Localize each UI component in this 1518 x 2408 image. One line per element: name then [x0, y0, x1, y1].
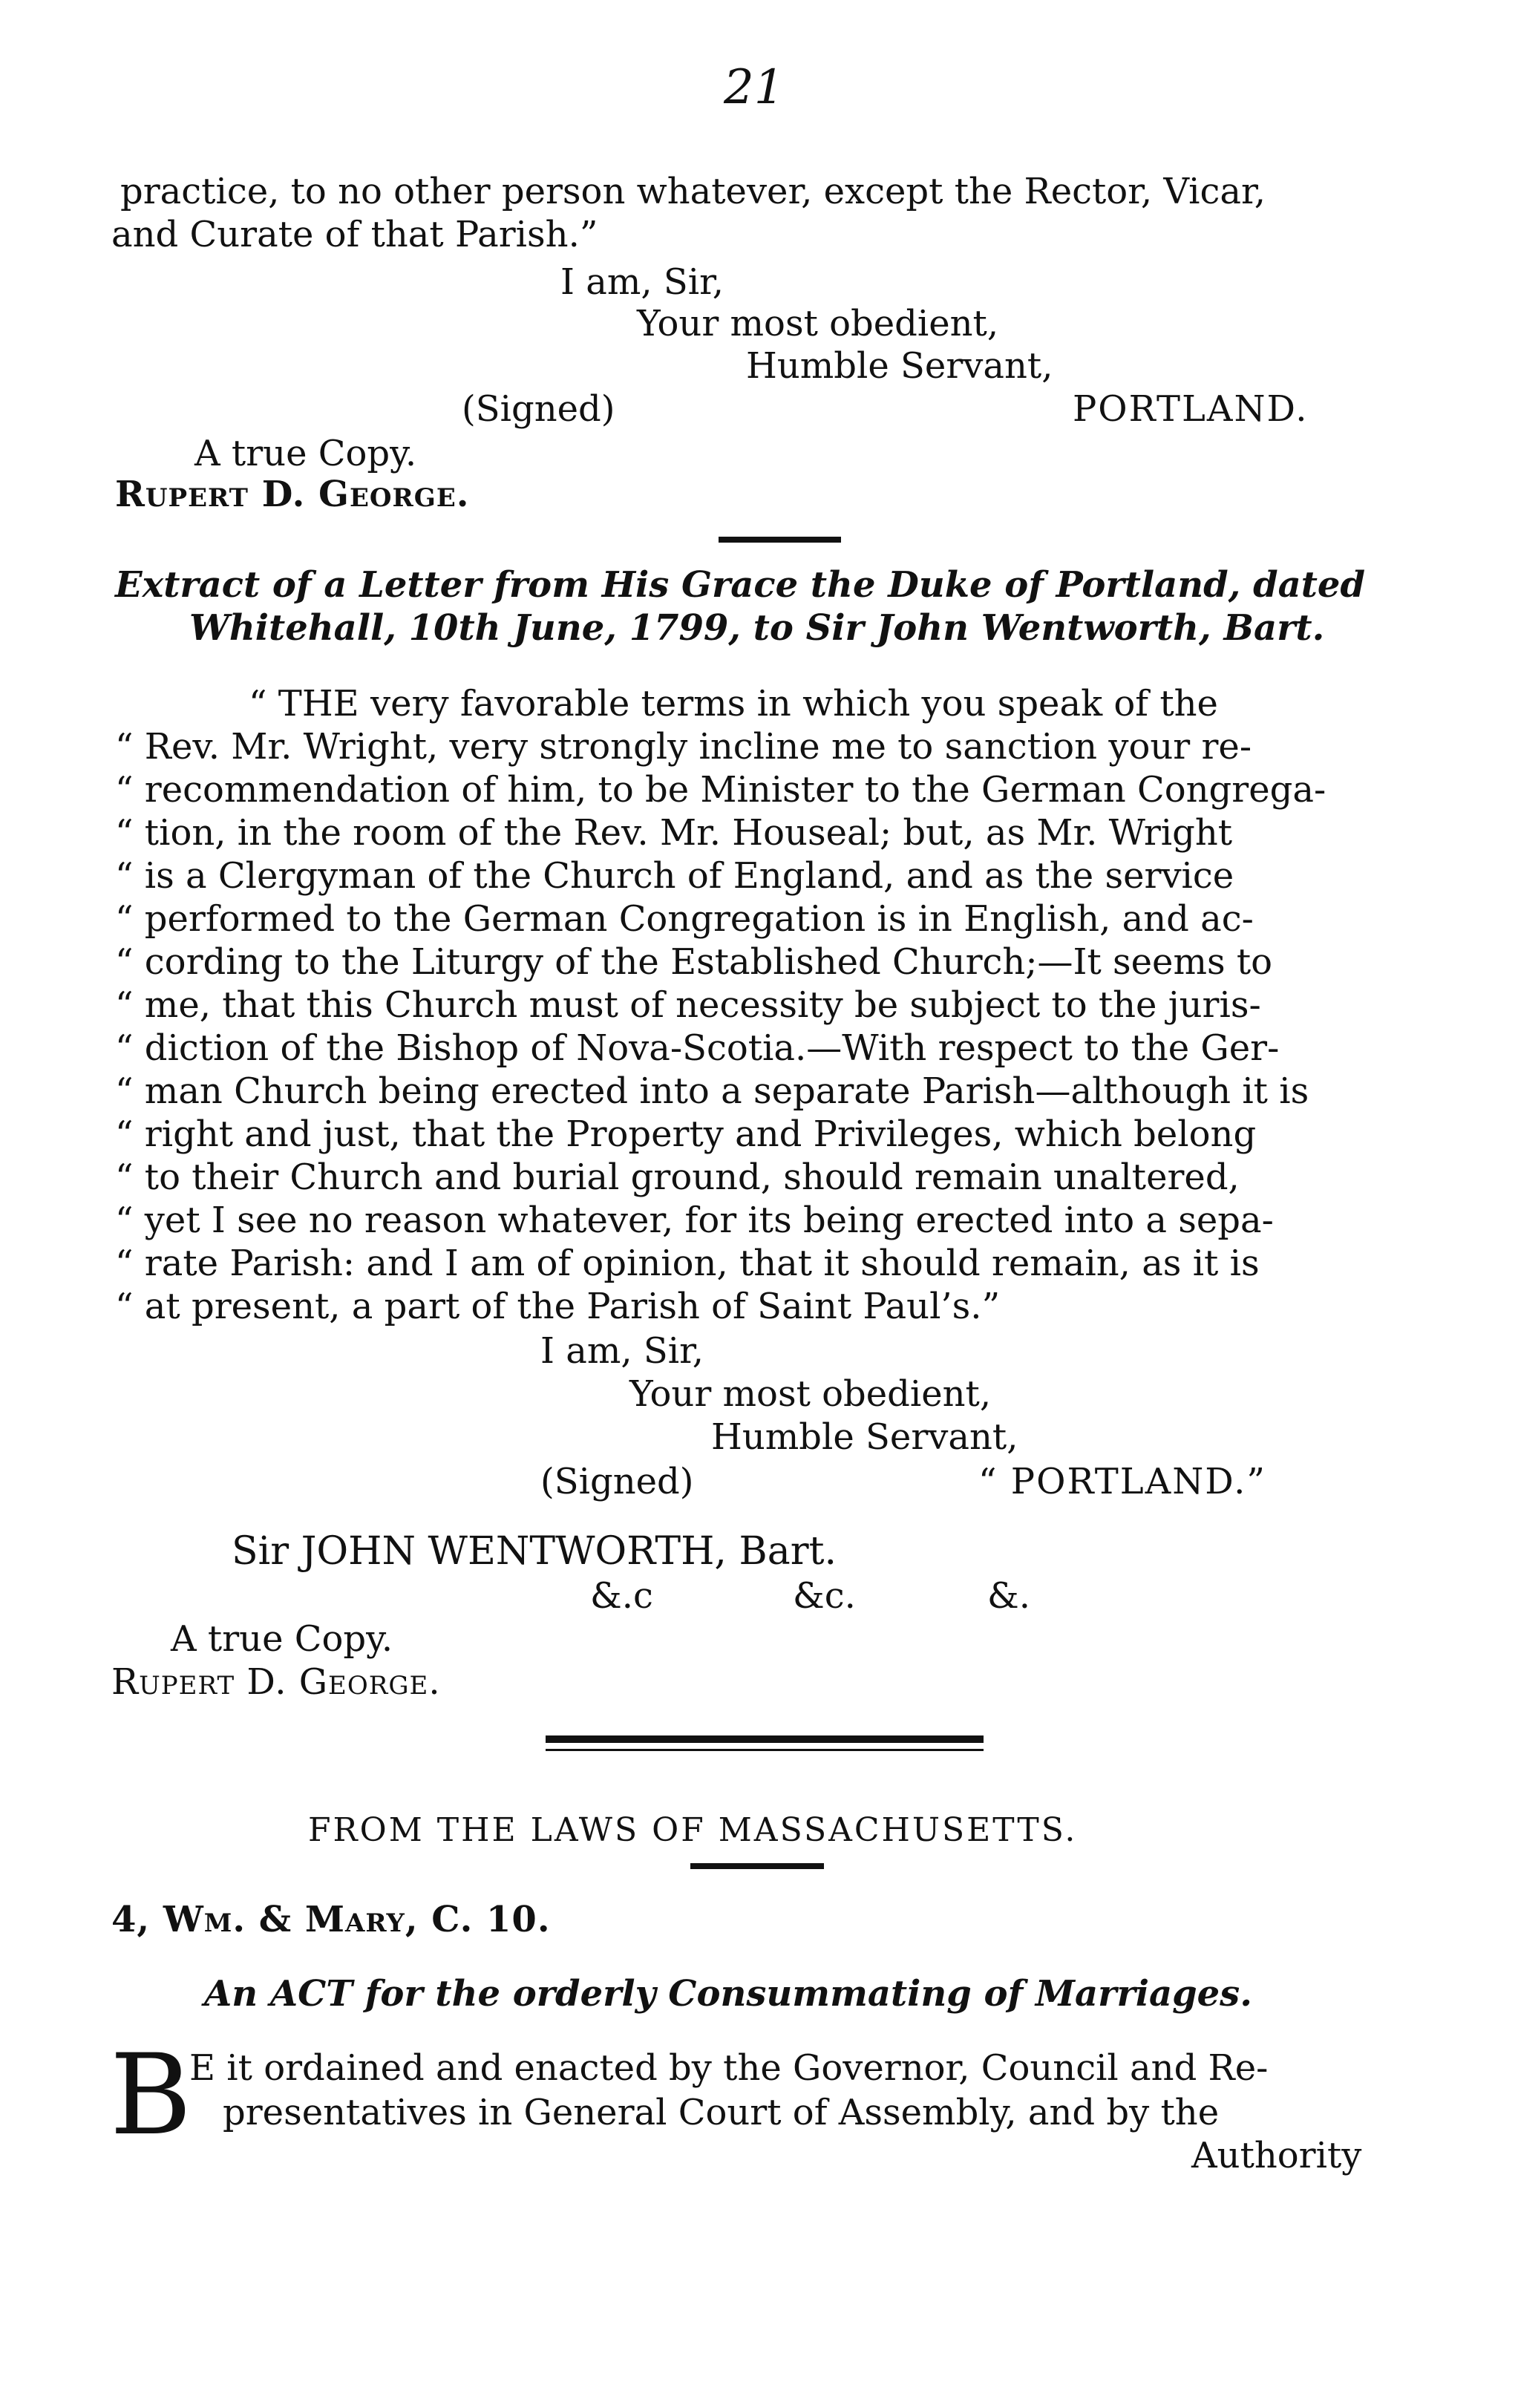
quote-line: “ Rev. Mr. Wright, very strongly incline me to sanction your re-	[115, 726, 1252, 768]
body-text-line: presentatives in General Court of Assembly, and by the	[223, 2092, 1220, 2133]
addressee: Sir JOHN WENTWORTH, Bart.	[232, 1529, 837, 1574]
catchword: Authority	[1191, 2135, 1362, 2176]
closing-line: Humble Servant,	[711, 1416, 1018, 1458]
etc-mark: &.c	[590, 1575, 653, 1617]
page-number: 21	[724, 60, 785, 115]
body-text-line: and Curate of that Parish.”	[111, 214, 598, 255]
quote-line: “ rate Parish: and I am of opinion, that it should remain, as it is	[115, 1243, 1260, 1284]
signer-name: “ PORTLAND.”	[978, 1461, 1266, 1502]
attester-name: Rupert D. George.	[115, 474, 470, 515]
quote-line: “ yet I see no reason whatever, for its being erected into a sepa-	[115, 1200, 1274, 1241]
quote-line: “ recommendation of him, to be Minister to the German Congrega-	[115, 769, 1326, 811]
signed-label: (Signed)	[540, 1461, 694, 1502]
closing-salutation: I am, Sir,	[560, 261, 724, 303]
quote-line: “ cording to the Liturgy of the Established Church;—It seems to	[115, 941, 1273, 983]
quote-line: “ right and just, that the Property and Privileges, which belong	[115, 1113, 1257, 1155]
closing-salutation: I am, Sir,	[540, 1330, 704, 1372]
double-rule-bottom	[546, 1749, 984, 1751]
quote-line: “ is a Clergyman of the Church of England, and as the service	[115, 855, 1234, 897]
section-divider	[719, 537, 841, 543]
attester-name: Rupert D. George.	[111, 1661, 441, 1703]
body-text-line: practice, to no other person whatever, except the Rector, Vicar,	[120, 171, 1266, 212]
quote-line: “ THE very favorable terms in which you speak of the	[249, 683, 1218, 724]
closing-line: Your most obedient,	[637, 303, 999, 344]
citation: 4, Wm. & Mary, C. 10.	[111, 1899, 551, 1940]
quote-line: “ man Church being erected into a separate Parish—although it is	[115, 1070, 1309, 1112]
signer-name: PORTLAND.	[1073, 388, 1309, 430]
section-divider	[690, 1863, 824, 1869]
extract-heading: Whitehall, 10th June, 1799, to Sir John Wentworth, Bart.	[189, 607, 1325, 649]
quote-line: “ diction of the Bishop of Nova-Scotia.—With respect to the Ger-	[115, 1027, 1280, 1069]
act-title: An ACT for the orderly Consummating of Marriages.	[204, 1973, 1252, 2015]
double-rule-top	[546, 1735, 984, 1743]
quote-line: “ me, that this Church must of necessity be subject to the juris-	[115, 984, 1261, 1026]
drop-cap: B	[110, 2031, 192, 2160]
etc-mark: &.	[987, 1575, 1030, 1617]
etc-mark: &c.	[793, 1575, 856, 1617]
quote-line: “ performed to the German Congregation is in English, and ac-	[115, 898, 1254, 940]
section-title: FROM THE LAWS OF MASSACHUSETTS.	[308, 1811, 1078, 1849]
closing-line: Your most obedient,	[629, 1373, 992, 1415]
quote-line: “ to their Church and burial ground, should remain unaltered,	[115, 1156, 1240, 1198]
extract-heading: Extract of a Letter from His Grace the Duke of Portland, dated	[115, 564, 1366, 606]
true-copy-label: A true Copy.	[194, 433, 417, 474]
closing-line: Humble Servant,	[746, 345, 1053, 387]
body-text-line: E it ordained and enacted by the Governor, Council and Re-	[189, 2047, 1269, 2089]
true-copy-label: A true Copy.	[171, 1618, 393, 1660]
signed-label: (Signed)	[462, 388, 615, 430]
quote-line: “ tion, in the room of the Rev. Mr. Houseal; but, as Mr. Wright	[115, 812, 1233, 854]
quote-line: “ at present, a part of the Parish of Saint Paul’s.”	[115, 1286, 1001, 1327]
